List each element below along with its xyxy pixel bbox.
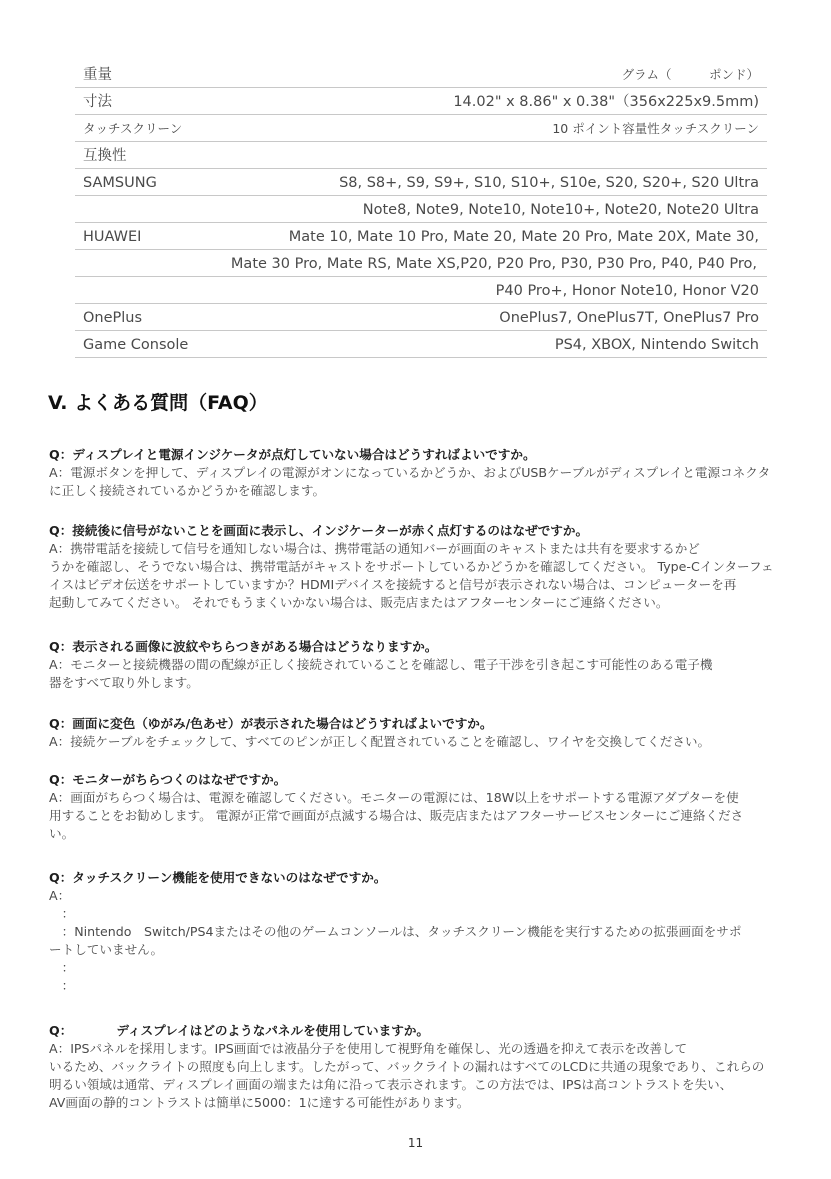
spec-label: Game Console [83, 337, 189, 353]
faq-answer [49, 733, 785, 751]
spec-row-console [75, 331, 767, 358]
faq-question: Q：モニターがちらつくのはなぜですか。 [49, 772, 287, 787]
spec-value: P40 Pro+, Honor Note10, Honor V20 [495, 283, 759, 299]
faq-item [49, 715, 785, 751]
spec-label: SAMSUNG [83, 175, 157, 191]
question-prefix: Q： [49, 1023, 73, 1038]
answer-line: ： [49, 978, 75, 993]
answer-line: 明るい領域は通常、ディスプレイ画面の端または角に沿って表示されます。この方法では、IPSは高コントラストを失い、 [49, 1077, 733, 1092]
section-title: V. よくある質問（FAQ） [48, 392, 268, 414]
answer-line: に正しく接続されているかどうかを確認します。 [49, 483, 326, 498]
spec-row-touchscreen [75, 115, 767, 142]
answer-line: ： [49, 906, 75, 921]
faq-item [49, 1022, 785, 1112]
faq-answer [49, 540, 785, 612]
spec-label: タッチスクリーン [83, 121, 183, 136]
spec-label: 重量 [83, 67, 112, 83]
answer-line: A：モニターと接続機器の間の配線が正しく接続されていることを確認し、電子干渉を引き起こす可能性のある電子機 [49, 657, 713, 672]
faq-question: Q：画面に変色（ゆがみ/色あせ）が表示された場合はどうすればよいですか。 [49, 716, 493, 731]
spec-label: 互換性 [83, 148, 127, 164]
page-number: 11 [407, 1136, 424, 1150]
spec-row-oneplus [75, 304, 767, 331]
faq-item [49, 446, 785, 500]
answer-line: A：接続ケーブルをチェックして、すべてのピンが正しく配置されていることを確認し、ワイヤを交換してください。 [49, 734, 711, 749]
spec-value: OnePlus7, OnePlus7T, OnePlus7 Pro [499, 310, 759, 326]
answer-line: 起動してみてください。 それでもうまくいかない場合は、販売店またはアフターセンターにご連絡ください。 [49, 595, 669, 610]
spec-value: Mate 10, Mate 10 Pro, Mate 20, Mate 20 Pro, Mate 20X, Mate 30, [288, 229, 759, 245]
answer-line: A：携帯電話を接続して信号を通知しない場合は、携帯電話の通知バーが画面のキャストまたは共有を要求するかど [49, 541, 700, 556]
spec-row-compat [75, 142, 767, 169]
answer-line: ：Nintendo Switch/PS4またはその他のゲームコンソールは、タッチスクリーン機能を実行するための拡張画面をサポ [49, 924, 742, 939]
spec-row-dimensions [75, 88, 767, 115]
spec-row-samsung-cont [75, 196, 767, 223]
spec-value: S8, S8+, S9, S9+, S10, S10+, S10e, S20, S20+, S20 Ultra [339, 175, 759, 191]
faq-question [49, 1022, 785, 1040]
answer-line: い。 [49, 826, 75, 841]
faq-item [49, 522, 785, 612]
spec-value: Note8, Note9, Note10, Note10+, Note20, Note20 Ultra [362, 202, 759, 218]
spec-label: HUAWEI [83, 229, 142, 245]
spec-value: 10 ポイント容量性タッチスクリーン [552, 121, 759, 136]
answer-line: うかを確認し、そうでない場合は、携帯電話がキャストをサポートしているかどうかを確認してください。 Type-Cインターフェ [49, 559, 774, 574]
spec-row-huawei-cont [75, 250, 767, 277]
answer-line: イスはビデオ伝送をサポートしていますか？HDMIデバイスを接続すると信号が表示されない場合は、コンピューターを再 [49, 577, 737, 592]
spec-row-huawei [75, 223, 767, 250]
faq-item [49, 771, 785, 843]
faq-question: Q：表示される画像に波紋やちらつきがある場合はどうなりますか。 [49, 639, 438, 654]
faq-answer [49, 789, 785, 843]
spec-row-huawei-cont2 [75, 277, 767, 304]
answer-line: ートしていません。 [49, 942, 164, 957]
answer-line: AV画面の静的コントラストは簡単に5000：1に達する可能性があります。 [49, 1095, 470, 1110]
spec-label: 寸法 [83, 94, 112, 110]
faq-answer [49, 656, 785, 692]
faq-answer [49, 464, 785, 500]
answer-line: A：画面がちらつく場合は、電源を確認してください。モニターの電源には、18W以上をサポートする電源アダプターを使 [49, 790, 739, 805]
spec-value: 14.02" x 8.86" x 0.38"（356x225x9.5mm) [453, 94, 759, 110]
spec-label: OnePlus [83, 310, 143, 326]
spec-row-weight [75, 61, 767, 88]
answer-line: ： [49, 960, 75, 975]
spec-value: Mate 30 Pro, Mate RS, Mate XS,P20, P20 Pro, P30, P30 Pro, P40, P40 Pro, [230, 256, 757, 272]
answer-line: A：IPSパネルを採用します。IPS画面では液晶分子を使用して視野角を確保し、光の透過を抑えて表示を改善して [49, 1041, 688, 1056]
spec-table [75, 61, 767, 358]
faq-question: Q：ディスプレイと電源インジケータが点灯していない場合はどうすればよいですか。 [49, 447, 536, 462]
faq-question: Q：タッチスクリーン機能を使用できないのはなぜですか。 [49, 870, 387, 885]
answer-line: 器をすべて取り外します。 [49, 675, 199, 690]
answer-line: いるため、バックライトの照度も向上します。したがって、バックライトの漏れはすべてのLCDに共通の現象であり、これらの [49, 1059, 765, 1074]
answer-line: A：電源ボタンを押して、ディスプレイの電源がオンになっているかどうか、およびUSBケーブルがディスプレイと電源コネクタ [49, 465, 771, 480]
faq-answer [49, 887, 785, 995]
question-text: ディスプレイはどのようなパネルを使用していますか。 [116, 1023, 430, 1038]
faq-item [49, 638, 785, 692]
faq-question: Q：接続後に信号がないことを画面に表示し、インジケーターが赤く点灯するのはなぜですか。 [49, 523, 589, 538]
answer-line: A： [49, 888, 71, 903]
faq-answer [49, 1040, 785, 1112]
faq-item [49, 869, 785, 995]
spec-value: PS4, XBOX, Nintendo Switch [554, 337, 759, 353]
spec-row-samsung [75, 169, 767, 196]
spec-value: グラム（ ポンド） [621, 67, 759, 82]
answer-line: 用することをお勧めします。 電源が正常で画面が点滅する場合は、販売店またはアフターサービスセンターにご連絡くださ [49, 808, 744, 823]
